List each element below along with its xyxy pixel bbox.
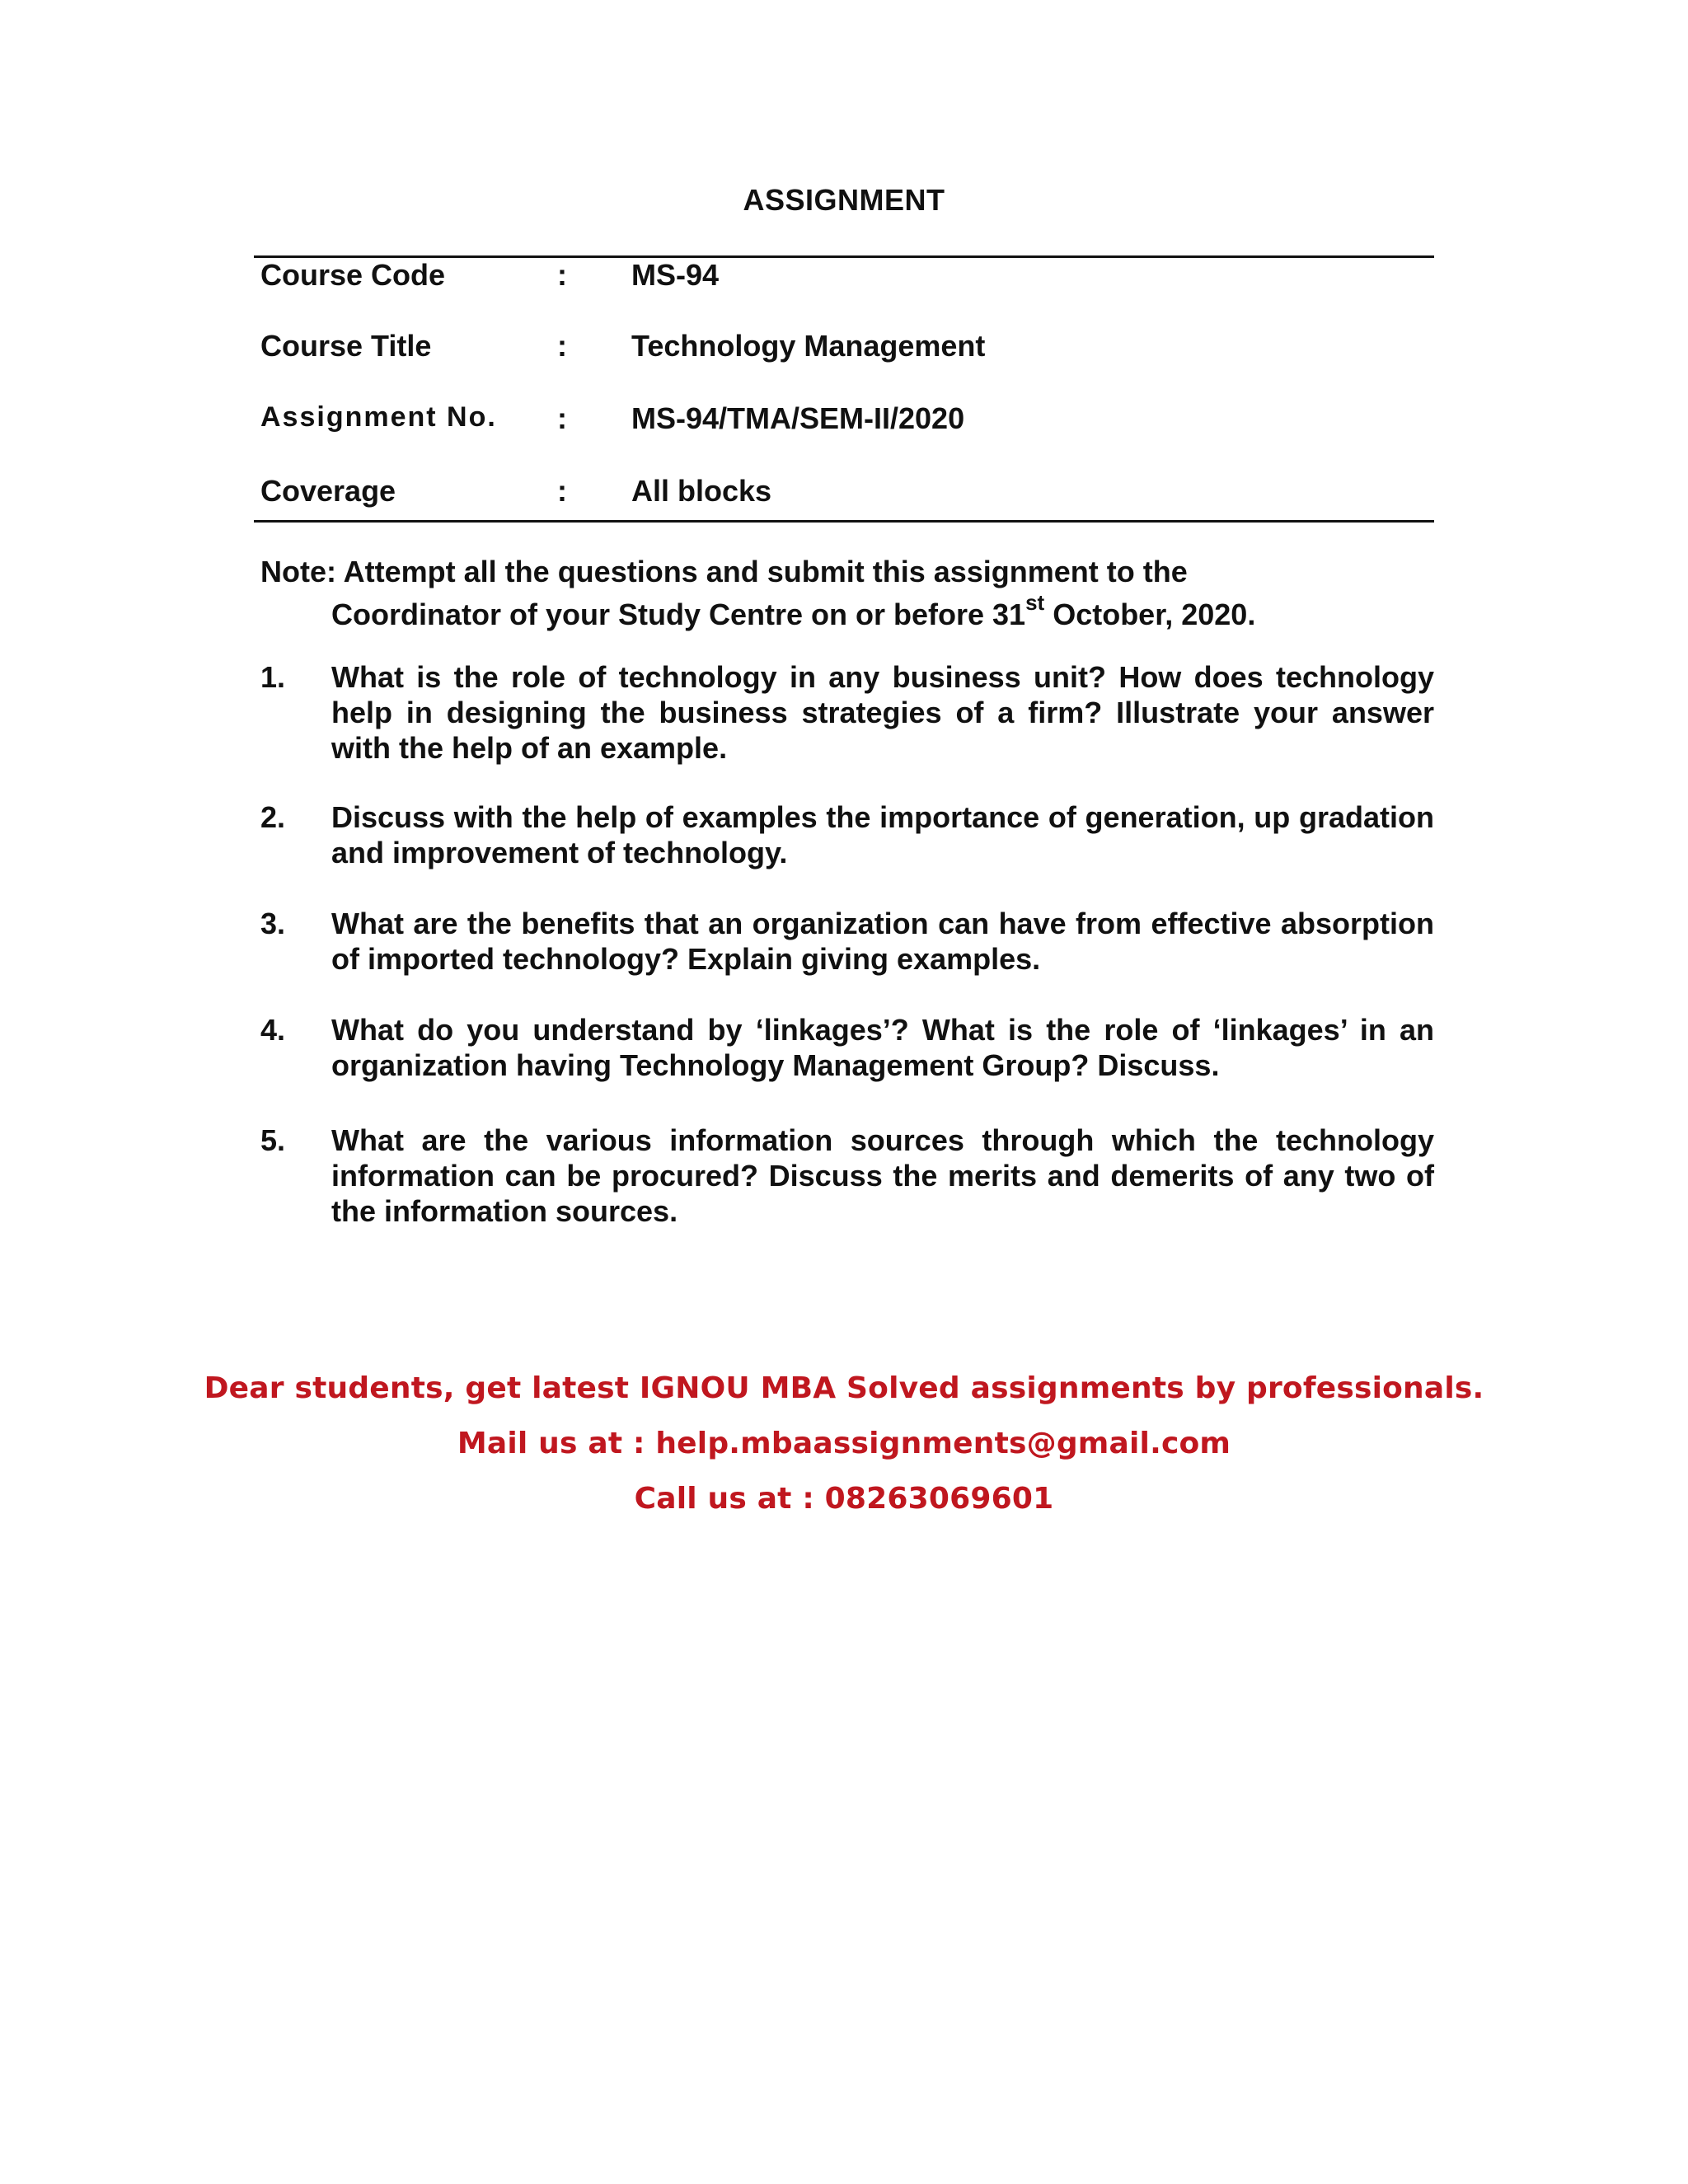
question-number: 1. bbox=[260, 660, 286, 694]
question-text: Discuss with the help of examples the importance of generation, up gradation and improvement of technology. bbox=[331, 800, 1434, 869]
document-title: ASSIGNMENT bbox=[743, 183, 945, 217]
course-code-value: MS-94 bbox=[631, 258, 720, 292]
coverage-label: Coverage bbox=[260, 474, 396, 508]
question-text: What are the benefits that an organization can have from effective absorption of imported technology? Explain giving examples. bbox=[331, 907, 1434, 976]
course-title-separator: : bbox=[557, 329, 567, 363]
note-line2 bbox=[260, 590, 1439, 636]
note-prefix: Note: bbox=[260, 555, 336, 588]
assignment-no-separator: : bbox=[557, 401, 567, 435]
course-code-separator: : bbox=[557, 258, 567, 292]
course-title-label: Course Title bbox=[260, 329, 432, 363]
coverage-value: All blocks bbox=[631, 474, 772, 508]
question-text: What do you understand by ‘linkages’? What is the role of ‘linkages’ in an organization having Technology Management Group? Discuss. bbox=[331, 1013, 1434, 1082]
note-ordinal-suffix: st bbox=[1025, 590, 1045, 615]
course-title-row bbox=[254, 329, 1434, 378]
coverage-row bbox=[254, 474, 1434, 523]
question-text: What are the various information sources through which the technology information can be procured? Discuss the merits and demerits of any two of the information sources. bbox=[331, 1123, 1434, 1228]
course-code-label: Course Code bbox=[260, 258, 446, 292]
note-line1: Attempt all the questions and submit this assignment to the bbox=[343, 555, 1188, 588]
course-code-row bbox=[254, 258, 1434, 307]
promo-headline: Dear students, get latest IGNOU MBA Solved assignments by professionals. bbox=[204, 1371, 1484, 1405]
question-text: What is the role of technology in any business unit? How does technology help in designing the business strategies of a firm? Illustrate your answer with the help of an example. bbox=[331, 660, 1434, 765]
course-title-value: Technology Management bbox=[631, 329, 986, 363]
coverage-separator: : bbox=[557, 474, 567, 508]
promo-email-line[interactable]: Mail us at : help.mbaassignments@gmail.com bbox=[457, 1427, 1231, 1460]
submission-note bbox=[260, 551, 1439, 636]
promo-phone-line[interactable]: Call us at : 08263069601 bbox=[634, 1482, 1054, 1516]
note-line2-start: Coordinator of your Study Centre on or before 31 bbox=[331, 598, 1026, 631]
question-number: 3. bbox=[260, 907, 286, 940]
question-number: 4. bbox=[260, 1013, 286, 1047]
note-line2-end: October, 2020. bbox=[1044, 598, 1256, 631]
question-number: 5. bbox=[260, 1123, 286, 1157]
assignment-no-label: Assignment No. bbox=[260, 401, 497, 433]
question-number: 2. bbox=[260, 800, 286, 834]
course-info-table bbox=[254, 255, 1434, 523]
assignment-no-row bbox=[254, 401, 1434, 451]
assignment-no-value: MS-94/TMA/SEM-II/2020 bbox=[631, 401, 965, 435]
